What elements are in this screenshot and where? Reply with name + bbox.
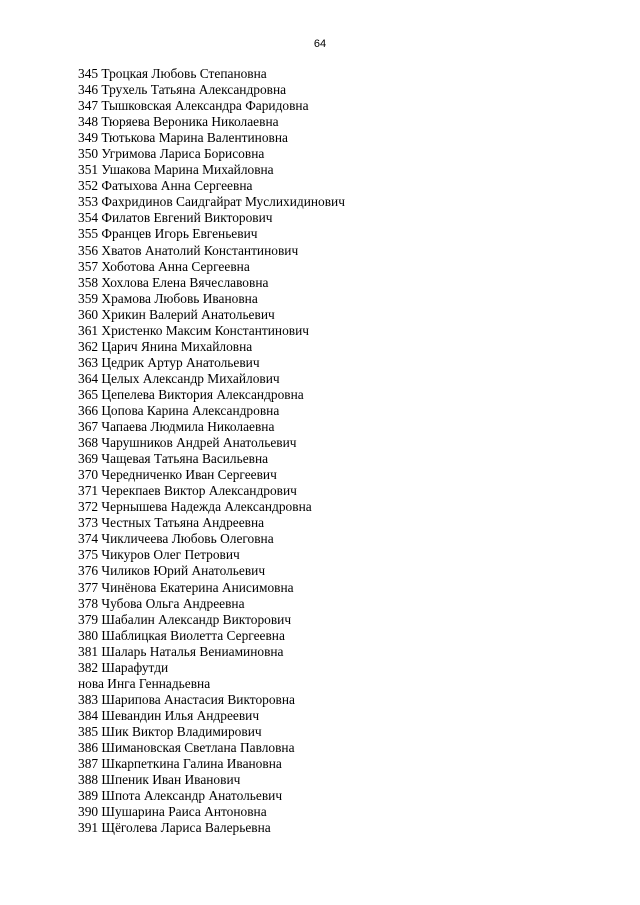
list-item: 367 Чапаева Людмила Николаевна — [78, 419, 275, 435]
list-item: 372 Чернышева Надежда Александровна — [78, 499, 312, 515]
list-item: 391 Щёголева Лариса Валерьевна — [78, 820, 271, 836]
list-item: 389 Шпота Александр Анатольевич — [78, 788, 283, 804]
list-item: 350 Угримова Лариса Борисовна — [78, 146, 265, 162]
list-item: 379 Шабалин Александр Викторович — [78, 611, 292, 627]
list-item: 366 Цопова Карина Александровна — [78, 402, 280, 418]
list-item: 377 Чинёнова Екатерина Анисимовна — [78, 579, 294, 595]
list-item: нова Инга Геннадьевна — [78, 675, 211, 691]
list-item: 376 Чиликов Юрий Анатольевич — [78, 563, 266, 579]
list-item: 357 Хоботова Анна Сергеевна — [78, 258, 250, 274]
list-item: 354 Филатов Евгений Викторович — [78, 210, 273, 226]
list-item: 375 Чикуров Олег Петрович — [78, 547, 240, 563]
list-item: 349 Тютькова Марина Валентиновна — [78, 130, 288, 146]
list-item: 381 Шаларь Наталья Вениаминовна — [78, 643, 284, 659]
list-item: 386 Шимановская Светлана Павловна — [78, 739, 295, 755]
list-item: 384 Шевандин Илья Андреевич — [78, 707, 260, 723]
list-item: 371 Черекпаев Виктор Александрович — [78, 483, 297, 499]
list-item: 370 Чередниченко Иван Сергеевич — [78, 467, 277, 483]
list-item: 355 Францев Игорь Евгеньевич — [78, 226, 258, 242]
list-item: 360 Хрикин Валерий Анатольевич — [78, 306, 275, 322]
list-item: 380 Шаблицкая Виолетта Сергеевна — [78, 627, 285, 643]
list-item: 348 Тюряева Вероника Николаевна — [78, 114, 279, 130]
list-item: 365 Цепелева Виктория Александровна — [78, 386, 304, 402]
list-item: 382 Шарафутди — [78, 659, 169, 675]
list-item: 352 Фатыхова Анна Сергеевна — [78, 178, 253, 194]
list-item: 353 Фахридинов Саидгайрат Муслихидинович — [78, 194, 345, 210]
list-item: 358 Хохлова Елена Вячеславовна — [78, 274, 269, 290]
list-item: 363 Цедрик Артур Анатольевич — [78, 354, 260, 370]
list-item: 378 Чубова Ольга Андреевна — [78, 595, 245, 611]
list-item: 390 Шушарина Раиса Антоновна — [78, 804, 267, 820]
list-item: 346 Трухель Татьяна Александровна — [78, 82, 287, 98]
page-number: 64 — [313, 38, 327, 50]
list-item: 374 Чикличеева Любовь Олеговна — [78, 531, 274, 547]
list-item: 364 Целых Александр Михайлович — [78, 370, 280, 386]
list-item: 388 Шпеник Иван Иванович — [78, 772, 241, 788]
list-item: 383 Шарипова Анастасия Викторовна — [78, 691, 295, 707]
list-item: 373 Честных Татьяна Андреевна — [78, 515, 265, 531]
list-item: 356 Хватов Анатолий Константинович — [78, 242, 299, 258]
list-item: 351 Ушакова Марина Михайловна — [78, 162, 274, 178]
list-item: 359 Храмова Любовь Ивановна — [78, 290, 258, 306]
list-item: 369 Чащевая Татьяна Васильевна — [78, 451, 269, 467]
list-item: 368 Чарушников Андрей Анатольевич — [78, 435, 297, 451]
list-item: 387 Шкарпеткина Галина Ивановна — [78, 756, 282, 772]
list-item: 347 Тышковская Александра Фаридовна — [78, 98, 309, 114]
list-item: 385 Шик Виктор Владимирович — [78, 723, 262, 739]
list-item: 361 Христенко Максим Константинович — [78, 322, 309, 338]
name-list — [78, 66, 558, 836]
list-item: 362 Царич Янина Михайловна — [78, 338, 253, 354]
list-item: 345 Троцкая Любовь Степановна — [78, 66, 267, 81]
